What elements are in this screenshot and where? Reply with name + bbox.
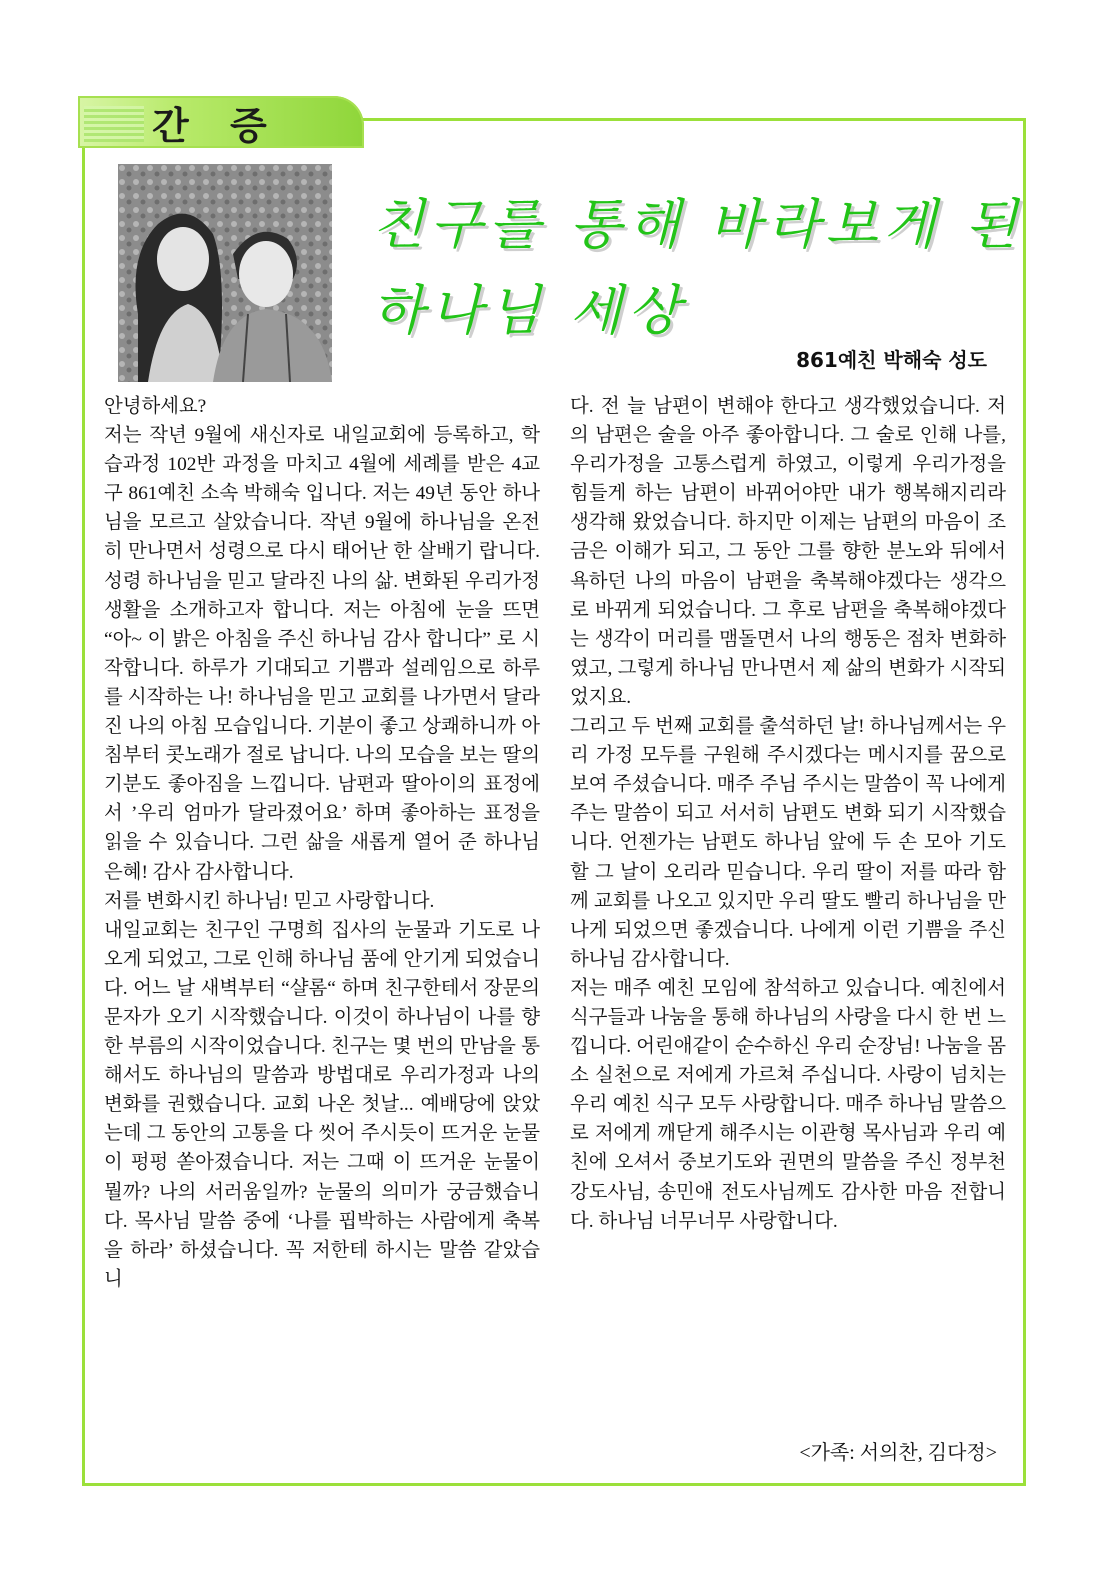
family-signature: <가족: 서의찬, 김다정> bbox=[799, 1442, 997, 1464]
headline-line-1: 친구를 통해 바라보게 된 bbox=[372, 193, 1024, 256]
tab-decoration bbox=[84, 106, 144, 142]
paragraph: 내일교회는 친구인 구명희 집사의 눈물과 기도로 나오게 되었고, 그로 인해 하나님 품에 안기게 되었습니다. 어느 날 새벽부터 “샬롬“ 하며 친구한테서 장문의 문자가 오기 시작했습니다. 이것이 하나님이 나를 향한 부름의 시작이었습니다. 친구는 몇 번의 만남을 통해서도 하나님의 말씀과 방법대로 우리가정과 나의 변화를 권했습니다. 교회 나온 첫날... 예배당에 앉았는데 그 동안의 고통을 다 씻어 주시듯이 뜨거운 눈물이 펑펑 쏟아졌습니다. 저는 그때 이 뜨거운 눈물이 뭘까? 나의 서러움일까? 눈물의 의미가 궁금했습니다. 목사님 말씀 중에 ‘나를 핍박하는 사람에게 축복을 하라’ 하셨습니다. 꼭 저한테 하시는 말씀 같았습니 bbox=[104, 919, 540, 1290]
paragraph: 안녕하세요? bbox=[104, 396, 207, 417]
paragraph: 저는 매주 예친 모임에 참석하고 있습니다. 예친에서 식구들과 나눔을 통해 하나님의 사랑을 다시 한 번 느낍니다. 어린애같이 순수하신 우리 순장님! 나눔을 몸소 실천으로 저에게 가르쳐 주십니다. 사랑이 넘치는 우리 예친 식구 모두 사랑합니다. 매주 하나님 말씀으로 저에게 깨닫게 해주시는 이관형 목사님과 우리 예친에 오셔서 중보기도와 권면의 말씀을 주신 정부천 강도사님, 송민애 전도사님께도 감사한 마음 전합니다. 하나님 너무너무 사랑합니다. bbox=[570, 977, 1006, 1232]
text-column-right bbox=[570, 392, 1006, 1236]
text-column-left bbox=[104, 392, 540, 1294]
paragraph: 다. 전 늘 남편이 변해야 한다고 생각했었습니다. 저의 남편은 술을 아주 좋아합니다. 그 술로 인해 나를, 우리가정을 고통스럽게 하였고, 이렇게 우리가정을 힘들게 하는 남편이 바뀌어야만 내가 행복해지리라 생각해 왔었습니다. 하지만 이제는 남편의 마음이 조금은 이해가 되고, 그 동안 그를 향한 분노와 뒤에서 욕하던 나의 마음이 남편을 축복해야겠다는 생각으로 바뀌게 되었습니다. 그 후로 남편을 축복해야겠다는 생각이 머리를 맴돌면서 나의 행동은 점차 변화하였고, 그렇게 하나님 만나면서 제 삶의 변화가 시작되었지요. bbox=[570, 396, 1006, 708]
headline-line-2: 하나님 세상 bbox=[372, 279, 686, 342]
portrait-photo bbox=[118, 164, 332, 382]
section-title: 간 증 bbox=[152, 104, 281, 148]
paragraph: 저는 작년 9월에 새신자로 내일교회에 등록하고, 학습과정 102반 과정을 마치고 4월에 세례를 받은 4교구 861예친 소속 박해숙 입니다. 저는 49년 동안 하나님을 모르고 살았습니다. 작년 9월에 하나님을 온전히 만나면서 성령으로 다시 태어난 한 살배기 랍니다. 성령 하나님을 믿고 달라진 나의 삶. 변화된 우리가정생활을 소개하고자 합니다. 저는 아침에 눈을 뜨면 “아~ 이 밝은 아침을 주신 하나님 감사 합니다” 로 시작합니다. 하루가 기대되고 기쁨과 설레임으로 하루를 시작하는 나! 하나님을 믿고 교회를 나가면서 달라진 나의 아침 모습입니다. 기분이 좋고 상쾌하니까 아침부터 콧노래가 절로 납니다. 나의 모습을 보는 딸의 기분도 좋아짐을 느낍니다. 남편과 딸아이의 표정에서 ’우리 엄마가 달라졌어요’ 하며 좋아하는 표정을 읽을 수 있습니다. 그런 삶을 새롭게 열어 준 하나님 은혜! 감사 감사합니다. bbox=[104, 425, 540, 883]
paragraph: 그리고 두 번째 교회를 출석하던 날! 하나님께서는 우리 가정 모두를 구원해 주시겠다는 메시지를 꿈으로 보여 주셨습니다. 매주 주님 주시는 말씀이 꼭 나에게 주는 말씀이 되고 서서히 남편도 변화 되기 시작했습니다. 언젠가는 남편도 하나님 앞에 두 손 모아 기도할 그 날이 오리라 믿습니다. 우리 딸이 저를 따라 함께 교회를 나오고 있지만 우리 딸도 빨리 하나님을 만나게 되었으면 좋겠습니다. 나에게 이런 기쁨을 주신 하나님 감사합니다. bbox=[570, 716, 1006, 970]
paragraph: 저를 변화시킨 하나님! 믿고 사랑합니다. bbox=[104, 890, 435, 912]
author-byline: 861예친 박해숙 성도 bbox=[796, 348, 987, 372]
